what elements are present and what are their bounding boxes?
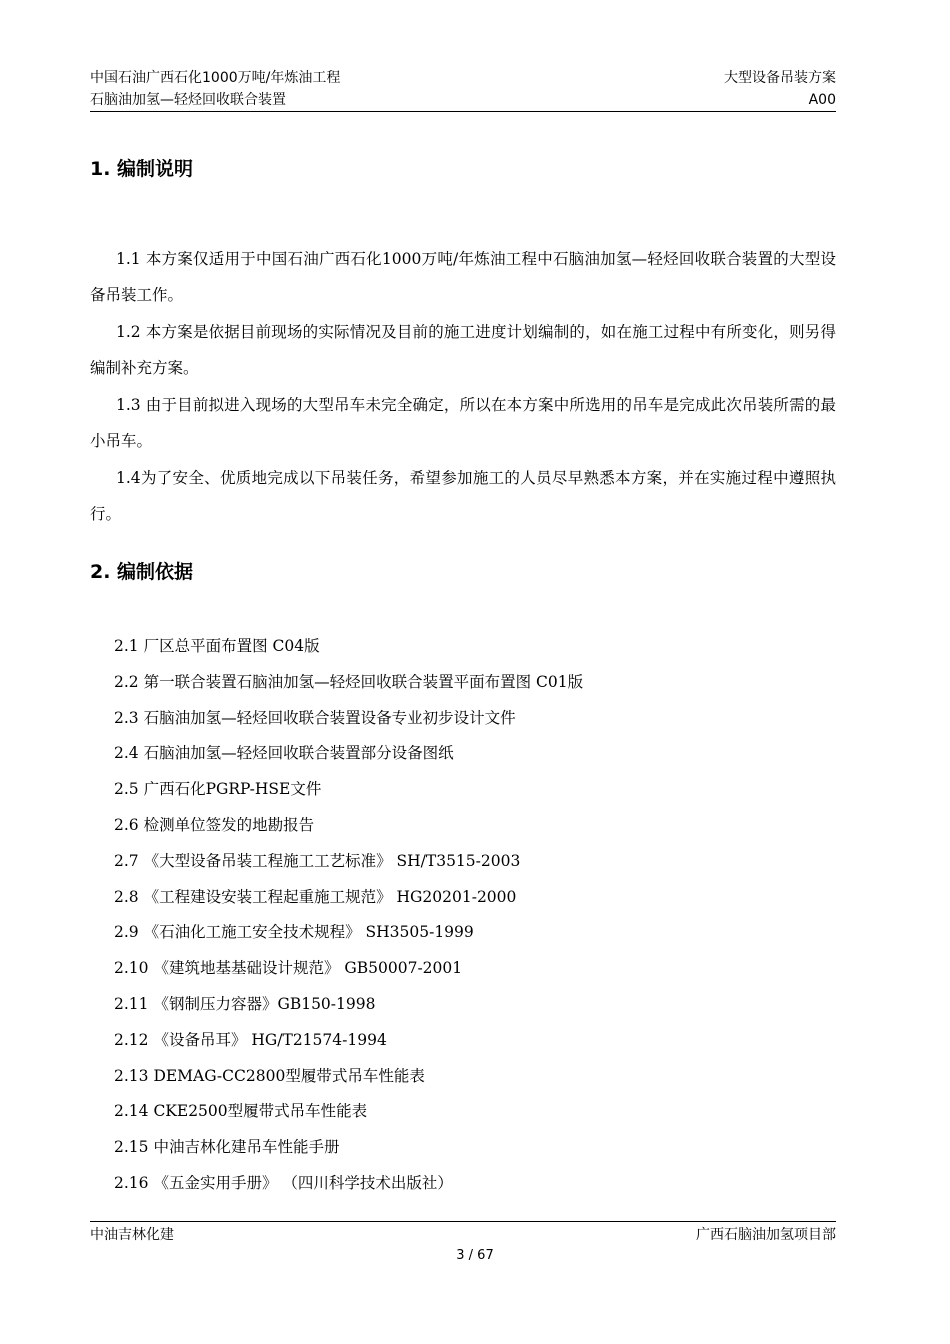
list-item: 2.5 广西石化PGRP-HSE文件 (114, 780, 322, 799)
list-item: 2.16 《五金实用手册》 （四川科学技术出版社） (114, 1173, 453, 1192)
footer-company: 中油吉林化建 (90, 1227, 174, 1243)
header-document-title: 大型设备吊装方案 (724, 70, 836, 86)
list-item: 2.13 DEMAG-CC2800型履带式吊车性能表 (114, 1066, 425, 1085)
list-item: 2.7 《大型设备吊装工程施工工艺标准》 SH/T3515-2003 (114, 851, 521, 870)
list-item: 2.2 第一联合装置石脑油加氢—轻烃回收联合装置平面布置图 C01版 (114, 672, 584, 691)
header-unit-name: 石脑油加氢—轻烃回收联合装置 (90, 92, 286, 108)
page-number: 3 / 67 (456, 1248, 494, 1263)
footer-divider (90, 1221, 836, 1222)
list-item: 2.10 《建筑地基基础设计规范》 GB50007-2001 (114, 959, 463, 978)
section-1-heading: 1. 编制说明 (90, 158, 194, 180)
section-1-paragraph: 1.3 由于目前拟进入现场的大型吊车未完全确定，所以在本方案中所选用的吊车是完成此次吊装所需的最小吊车。 (90, 395, 836, 450)
section-1-paragraph: 1.2 本方案是依据目前现场的实际情况及目前的施工进度计划编制的，如在施工过程中有所变化，则另得编制补充方案。 (90, 322, 836, 377)
list-item: 2.9 《石油化工施工安全技术规程》 SH3505-1999 (114, 923, 474, 942)
list-item: 2.15 中油吉林化建吊车性能手册 (114, 1138, 340, 1157)
section-2-heading: 2. 编制依据 (90, 561, 194, 583)
list-item: 2.12 《设备吊耳》 HG/T21574-1994 (114, 1030, 387, 1049)
footer-department: 广西石脑油加氢项目部 (696, 1227, 836, 1243)
list-item: 2.14 CKE2500型履带式吊车性能表 (114, 1102, 368, 1121)
header-divider (90, 111, 836, 112)
list-item: 2.8 《工程建设安装工程起重施工规范》 HG20201-2000 (114, 887, 517, 906)
section-1-paragraph: 1.4为了安全、优质地完成以下吊装任务，希望参加施工的人员尽早熟悉本方案，并在实施过程中遵照执行。 (90, 468, 836, 523)
list-item: 2.6 检测单位签发的地勘报告 (114, 815, 315, 834)
list-item: 2.4 石脑油加氢—轻烃回收联合装置部分设备图纸 (114, 744, 454, 763)
list-item: 2.3 石脑油加氢—轻烃回收联合装置设备专业初步设计文件 (114, 708, 516, 727)
section-1-paragraph: 1.1 本方案仅适用于中国石油广西石化1000万吨/年炼油工程中石脑油加氢—轻烃回收联合装置的大型设备吊装工作。 (90, 249, 836, 304)
list-item: 2.11 《钢制压力容器》GB150-1998 (114, 994, 376, 1013)
header-project-name: 中国石油广西石化1000万吨/年炼油工程 (90, 70, 341, 86)
header-revision: A00 (808, 92, 836, 108)
list-item: 2.1 厂区总平面布置图 C04版 (114, 637, 320, 655)
basis-list (114, 629, 583, 1202)
